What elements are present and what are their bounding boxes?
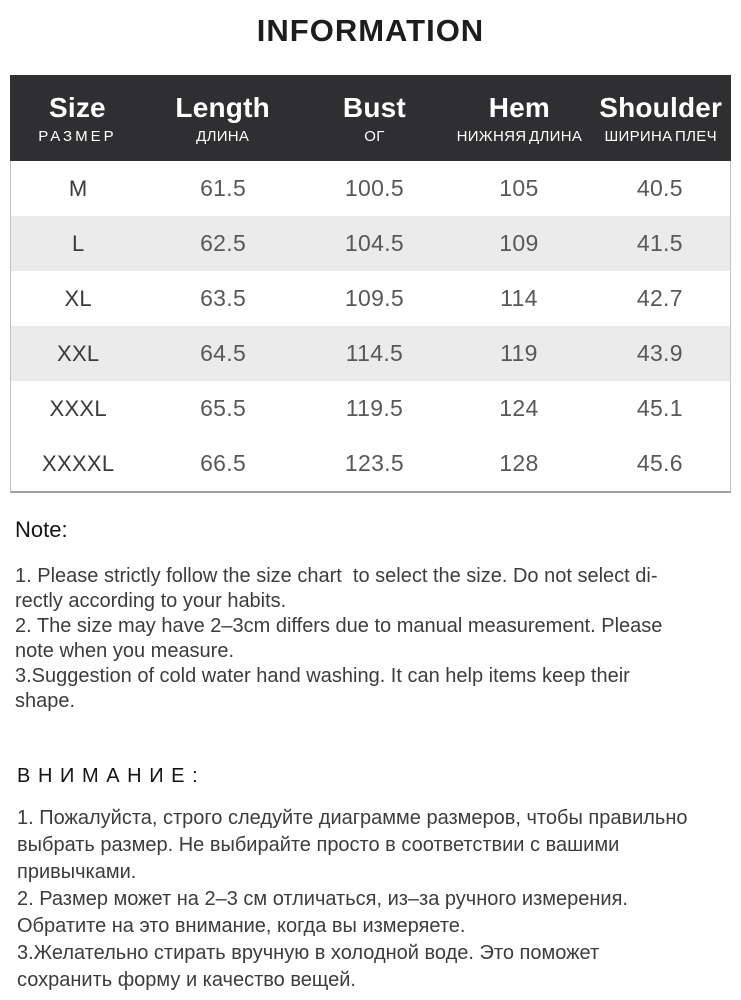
table-row: [11, 161, 730, 216]
hem-cell: 114: [500, 285, 538, 311]
bust-cell: 119.5: [345, 395, 404, 421]
column-header-length: [145, 75, 301, 161]
note-line: note when you measure.: [15, 640, 235, 662]
note-line: сохранить форму и качество вещей.: [17, 969, 356, 991]
page-title: INFORMATION: [256, 13, 485, 48]
shoulder-cell: 45.1: [636, 395, 683, 421]
column-header-ru-label: НИЖНЯЯ ДЛИНА: [456, 128, 583, 145]
table-row: [11, 326, 730, 381]
column-header-en-label: Size: [48, 92, 106, 123]
shoulder-cell: 41.5: [636, 230, 683, 256]
table-row: [11, 271, 730, 326]
bust-cell: 109.5: [344, 285, 404, 311]
length-cell: 63.5: [200, 285, 247, 311]
size-cell: XXL: [56, 340, 100, 366]
table-row: [11, 381, 730, 436]
column-header-ru-label: ОГ: [364, 128, 385, 145]
length-cell: 66.5: [200, 450, 247, 476]
column-header-size: [10, 75, 145, 161]
length-cell: 64.5: [200, 340, 247, 366]
size-cell: XXXXL: [42, 450, 115, 476]
size-cell: L: [71, 230, 85, 256]
bust-cell: 100.5: [344, 175, 404, 201]
table-body: [10, 161, 731, 493]
size-cell: XL: [64, 285, 92, 311]
table-row: [11, 436, 730, 491]
size-cell: M: [68, 175, 88, 201]
note-line: 2. The size may have 2–3cm differs due to manual measurement. Please: [15, 615, 663, 637]
notes-en-heading: Note:: [15, 517, 68, 542]
note-line: Обратите на это внимание, когда вы измеряете.: [17, 915, 466, 937]
shoulder-cell: 45.6: [636, 450, 683, 476]
notes-en-section: [15, 517, 725, 714]
column-header-ru-label: ДЛИНА: [196, 128, 250, 145]
hem-cell: 124: [499, 395, 539, 421]
notes-ru-heading: ВНИМАНИЕ:: [17, 765, 206, 787]
note-line: 1. Пожалуйста, строго следуйте диаграмме размеров, чтобы правильно: [17, 807, 688, 829]
notes-en-text: [15, 564, 725, 714]
note-line: 2. Размер может на 2–3 см отличаться, из–за ручного измерения.: [17, 888, 628, 910]
length-cell: 62.5: [200, 230, 247, 256]
column-header-en-label: Shoulder: [599, 92, 723, 123]
note-line: 3.Suggestion of cold water hand washing. It can help items keep their: [15, 665, 630, 687]
note-line: rectly according to your habits.: [15, 590, 287, 612]
note-line: привычками.: [17, 861, 137, 883]
hem-cell: 119: [500, 340, 538, 366]
note-line: 3.Желательно стирать вручную в холодной воде. Это поможет: [17, 942, 600, 964]
hem-cell: 128: [499, 450, 539, 476]
column-header-en-label: Length: [175, 92, 270, 123]
shoulder-cell: 40.5: [636, 175, 683, 201]
bust-cell: 104.5: [344, 230, 404, 256]
note-line: выбрать размер. Не выбирайте просто в соответствии с вашими: [17, 834, 620, 856]
column-header-en-label: Bust: [342, 92, 406, 123]
note-line: 1. Please strictly follow the size chart to select the size. Do not select di-: [15, 565, 658, 587]
column-header-ru-label: РАЗМЕР: [38, 128, 117, 145]
column-header-bust: [301, 75, 449, 161]
column-header-en-label: Hem: [488, 92, 550, 123]
length-cell: 65.5: [200, 395, 247, 421]
hem-cell: 105: [499, 175, 539, 201]
note-line: shape.: [15, 690, 76, 712]
size-table: [10, 75, 731, 493]
table-row: [11, 216, 730, 271]
size-cell: XXXL: [49, 395, 107, 421]
hem-cell: 109: [499, 230, 539, 256]
column-header-hem: [448, 75, 590, 161]
bust-cell: 123.5: [344, 450, 404, 476]
bust-cell: 114.5: [345, 340, 404, 366]
notes-ru-section: [17, 764, 725, 994]
column-header-shoulder: [590, 75, 731, 161]
notes-ru-text: [17, 805, 725, 994]
length-cell: 61.5: [200, 175, 247, 201]
shoulder-cell: 42.7: [636, 285, 683, 311]
table-header-row: [10, 75, 731, 161]
column-header-ru-label: ШИРИНА ПЛЕЧ: [604, 128, 717, 145]
shoulder-cell: 43.9: [636, 340, 683, 366]
